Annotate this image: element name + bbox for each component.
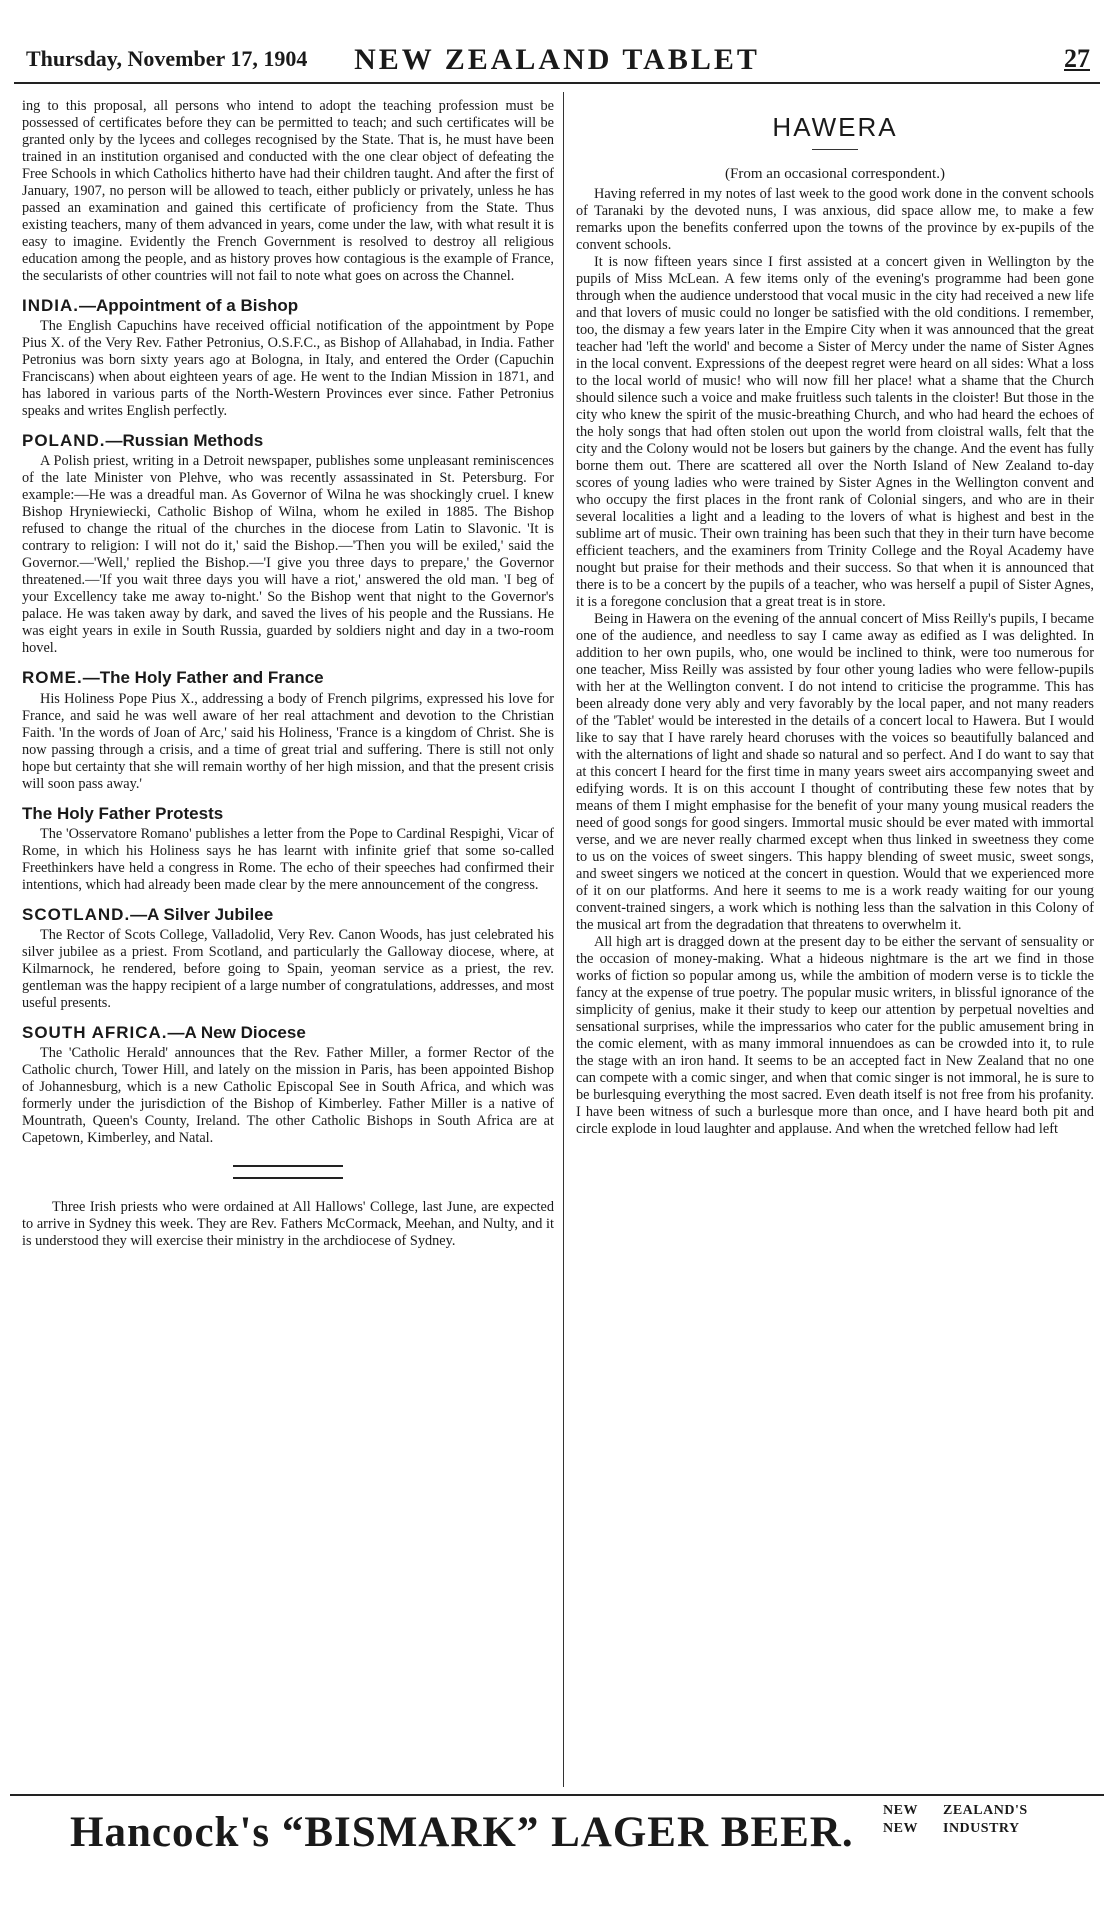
- section-heading-scotland: SCOTLAND.—A Silver Jubilee: [22, 904, 274, 924]
- section-title: A New Diocese: [184, 1023, 306, 1043]
- closing-note: [22, 1199, 554, 1250]
- section-title: Appointment of a Bishop: [96, 296, 299, 315]
- masthead: [14, 40, 1100, 84]
- newspaper-title: NEW ZEALAND TABLET: [354, 43, 760, 76]
- section-break-rule: [233, 1165, 343, 1179]
- article-paragraph: Having referred in my notes of last week to the good work done in the convent schools of Taranaki by the devoted nuns, I was anxious, did space allow me, to make a few remarks upon the benefits conferred upon the towns of the province by ex-pupils of the convent schools.: [576, 185, 1094, 253]
- right-column: [576, 98, 1094, 1783]
- byline: (From an occasional correspondent.): [725, 165, 945, 182]
- section-country: ROME.: [22, 668, 83, 688]
- section-body: A Polish priest, writing in a Detroit newspaper, publishes some unpleasant reminiscences of the late Minister von Plehve, who was recently assassinated in St. Petersburg. For example:—He was a dreadful man. As Governor of Wilna he was shockingly cruel. I knew Bishop Hryniewiecki, Catholic Bishop of Wilna, whom he exiled in 1885. The Bishop refused to change the ritual of the churches in the diocese from Latin to Slavonic. 'It is contrary to religion: I will not do it,' said the Bishop.—'Then you will be exiled,' said the Governor.—'Well,' replied the Bishop.—'I give you three days to prepare,' the Governor threatened.—'If you wait three days you will have a riot,' answered the old man. 'I beg of your Excellency take me away to-night.' So the Bishop went that night to the Governor's palace. He was taken away by dark, and saved the lives of his people and the Russians. He was eight years in exile in South Russia, guarded by soldiers night and day in a two-room hovel.: [22, 453, 554, 657]
- section-heading-holy-father-protests: [22, 804, 554, 824]
- continued-paragraph: ing to this proposal, all persons who intend to adopt the teaching profession must be possessed of certificates before they can be permitted to teach; and such certificates will be granted only by the lycees and colleges recognised by the State. That is, he must have been trained in an institution organised and conducted with the one clear object of defeating the Free Schools in which Catholics hitherto have had their children taught. And after the first of January, 1907, no person will be allowed to teach, either publicly or privately, unless he has passed an examination and gained this certificate of proficiency from the State. Thus existing teachers, many of them advanced in years, come under the law, with what result it is easy to imagine. Evidently the French Government is resolved to destroy all religious education among the people, and as history proves how contagious is the example of France, the secularists of other countries will not fail to note what goes on across the Channel.: [22, 98, 554, 284]
- section-title: The Holy Father and France: [99, 668, 324, 688]
- section-country: POLAND.: [22, 431, 106, 451]
- tagline-word: INDUSTRY: [943, 1820, 1020, 1836]
- section-body: The 'Osservatore Romano' publishes a letter from the Pope to Cardinal Respighi, Vicar of Rome, in which his Holiness says he has learnt with infinite grief that some so-called Freethinkers have held a congress in Rome. The echo of their speeches had confirmed their intentions, which had already been made clear by the mere announcement of the congress.: [22, 825, 554, 893]
- section-heading-poland: POLAND.—Russian Methods: [22, 431, 264, 451]
- article-paragraph: Being in Hawera on the evening of the annual concert of Miss Reilly's pupils, I became one of the audience, and needless to say I came away as edified as I was delighted. In addition to her own pupils, who, one would be inclined to think, were too numerous for one teacher, Miss Reilly was assisted by four other young ladies who were fellow-pupils with her at the Wellington convent. I do not intend to criticise the programme. This has been already done very ably and very favorably by the local paper, and not many readers of the 'Tablet' would be interested in the details of a concert local to Hawera. But I would like to say that I have rarely heard choruses with the voices so beautifully balanced and with the alternations of light and shade so natural and so perfect. And I do want to say that at this concert I heard for the first time in many years sweet airs accompanying sweet and edifying words. It is on this account I thought of contributing these few notes that by means of them I might emphasise for the benefit of your many young musical readers the need of good songs for good singers. Immortal music should be ever mated with immortal verse, and we are never really charmed except when thus linked in sweetness they come to us on the voices of sweet singers. This happy blending of sweet music, sweet songs, and sweet singers we noticed at the concert in question. Would that we experienced more of it on our platforms. And here it seems to me is a work ready waiting for our young convent-trained singers, a work which is nothing less than the salvation in this Colony of the musical art from the degradation that threatens to overwhelm it.: [576, 610, 1094, 933]
- section-body: The Rector of Scots College, Valladolid, Very Rev. Canon Woods, has just celebrated his silver jubilee as a priest. From Scotland, and particularly the Galloway diocese, where, at Kilmarnock, he rendered, before going to Spain, yeoman service as a priest, the rev. gentleman was the happy recipient of a large number of congratulations, addresses, and most useful presents.: [22, 927, 554, 1012]
- section-title: The Holy Father Protests: [22, 803, 224, 823]
- column-divider: [563, 92, 564, 1787]
- closing-note-text: Three Irish priests who were ordained at All Hallows' College, last June, are expected to arrive in Sydney this week. They are Rev. Fathers McCormack, Meehan, and Nulty, and it is understood they will exercise their ministry in the archdiocese of Sydney.: [22, 1199, 554, 1250]
- section-title: Russian Methods: [122, 431, 264, 451]
- advertisement: Hancock's “BISMARK” LAGER BEER.: [70, 1809, 854, 1856]
- section-country: INDIA.: [22, 296, 79, 315]
- section-body: His Holiness Pope Pius X., addressing a body of French pilgrims, expressed his love for France, and said he was well aware of her real attachment and devotion to the Christian Faith. 'In the words of Joan of Arc,' said his Holiness, 'France is a kingdom of Christ. She is now passing through a crisis, and a time of great trial and suffering. There is still not only hope but certainty that she will remain worthy of her high mission, and that the present crisis will soon pass away.': [22, 690, 554, 792]
- section-body: The English Capuchins have received official notification of the appointment by Pope Pius X. of the Very Rev. Father Petronius, O.S.F.C., as Bishop of Allahabad, in India. Father Petronius was born sixty years ago at Bologna, in Italy, and entered the Order (Capuchin Franciscans) when about eighteen years of age. He went to the Indian Mission in 1871, and has labored in various parts of the North-Western Provinces ever since. Father Petronius speaks and writes English perfectly.: [22, 318, 554, 420]
- article-paragraph: It is now fifteen years since I first assisted at a concert given in Wellington by the pupils of Miss McLean. A few items only of the evening's programme had been gone through when the audience understood that vocal music in the city had received a new life and that lovers of music could no longer be satisfied with the old conditions. I remember, too, the dismay a few years later in the Empire City when it was announced that the great teacher had 'left the world' and become a Sister of Mercy under the name of Sister Agnes in the local convent. Expressions of the deepest regret were heard on all sides: What a loss to the local world of music! who will now fill her place! what a shame that the Church should silence such a voice and make fruitless such talents in the cloister! But those in the city who knew the spirit of the music-breathing Church, and who had heard the echoes of the holy songs that had often stolen out upon the world from cloistral walls, felt that the city and the Colony would not be losers but gainers by the change. And the event has fully borne them out. There are scattered all over the North Island of New Zealand to-day scores of young ladies who were trained by Sister Agnes in the Wellington convent and who occupy the first places in the front rank of Colonial singers, and who are in their several localities a light and a leading to the lovers of what is highest and best in the sublime art of music. Their own training has been such that they in their turn have become efficient teachers, and the examiners from Trinity College and the Royal Academy have nought but praise for their methods and their success. So that when it is announced that there is to be a concert by the pupils of a teacher, who was herself a pupil of Sister Agnes, it is a foregone conclusion that a great treat is in store.: [576, 253, 1094, 610]
- advertisement-tagline: [883, 1802, 1028, 1837]
- article-paragraph: All high art is dragged down at the present day to be either the servant of sensuality or the occasion of money-making. What a hideous nightmare is the art we find in those works of fiction so popular among us, while the ambition of modern verse is to tickle the fancy at the expense of true poetry. The popular music writers, in blissful ignorance of the simplicity of genius, make it their study to keep our attention by perpetual novelties and sensational surprises, while the impressarios who cater for the public amusement bring in the comic element, with as many immoral innuendoes as can be crowded into it, to rule the stage with an iron hand. It seems to be an accepted fact in New Zealand that no one can compete with a comic singer, and when that comic singer is not immoral, he is sure to be burlesquing everything the most sacred. Even death itself is not free from his profanity. I have been witness of such a burlesque more than once, and I have heard both pit and circle explode in loud laughter and applause. And when the wretched fellow had left: [576, 933, 1094, 1137]
- section-body: The 'Catholic Herald' announces that the Rev. Father Miller, a former Rector of the Catholic church, Tower Hill, and lately on the mission in Paris, has been appointed Bishop of Johannesburg, which is a new Catholic Episcopal See in South Africa, and which was formerly under the jurisdiction of the Bishop of Kimberley. Father Miller is a native of Mountrath, Queen's County, Ireland. The other Catholic Bishops in South Africa are at Capetown, Kimberley, and Natal.: [22, 1045, 554, 1147]
- footer-rule: [10, 1794, 1104, 1796]
- tagline-word: NEW: [883, 1803, 918, 1818]
- title-rule: [812, 149, 858, 150]
- tagline-word: ZEALAND'S: [943, 1803, 1028, 1818]
- article-title: HAWERA: [772, 112, 898, 142]
- section-title: A Silver Jubilee: [147, 904, 274, 924]
- section-heading-south-africa: SOUTH AFRICA.—A New Diocese: [22, 1023, 306, 1043]
- section-country: SCOTLAND.: [22, 904, 131, 924]
- page-number: 27: [1064, 44, 1090, 73]
- left-column: [22, 98, 554, 1783]
- section-heading-rome: ROME.—The Holy Father and France: [22, 668, 324, 688]
- section-heading-india: INDIA.—Appointment of a Bishop: [22, 296, 299, 315]
- tagline-word: NEW: [883, 1820, 918, 1836]
- section-country: SOUTH AFRICA.: [22, 1023, 168, 1043]
- issue-date: Thursday, November 17, 1904: [26, 46, 308, 71]
